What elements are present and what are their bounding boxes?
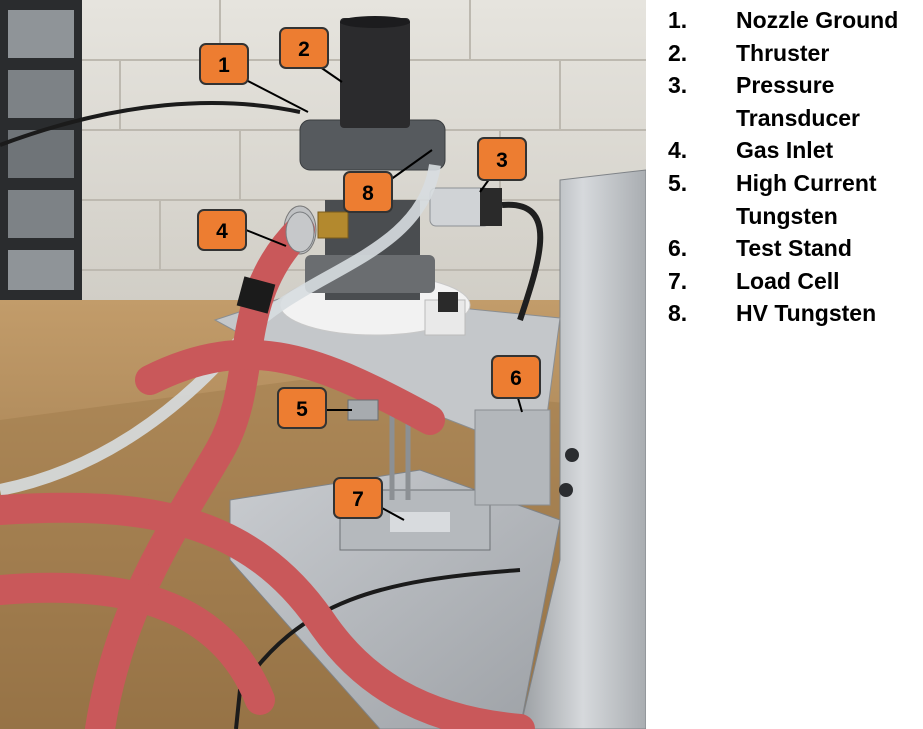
legend-label: Nozzle Ground bbox=[736, 7, 899, 33]
legend-item-gas-inlet bbox=[668, 134, 923, 167]
legend-number: 1. bbox=[668, 7, 688, 33]
legend-label: Thruster bbox=[736, 39, 830, 66]
parts-drawer-cabinet bbox=[0, 0, 82, 300]
legend-label: Load Cell bbox=[736, 267, 840, 294]
gas-inlet-fitting bbox=[318, 212, 348, 238]
legend-label: Pressure Transducer bbox=[736, 72, 860, 131]
component-legend bbox=[668, 4, 923, 330]
legend-item-thruster bbox=[668, 37, 923, 70]
legend-item-hv-tungsten bbox=[668, 297, 923, 330]
legend-item-pressure-transducer bbox=[668, 69, 923, 134]
legend-number: 7. bbox=[668, 267, 688, 294]
svg-text:1: 1 bbox=[218, 54, 230, 77]
legend-label: High Current Tungsten bbox=[736, 169, 877, 229]
svg-text:4: 4 bbox=[216, 220, 228, 243]
svg-text:2: 2 bbox=[298, 38, 310, 61]
legend-label: Gas Inlet bbox=[736, 137, 834, 164]
legend-label: Test Stand bbox=[736, 235, 852, 262]
legend-label: HV Tungsten bbox=[736, 300, 877, 327]
legend-number: 8. bbox=[668, 300, 688, 327]
legend-item-nozzle-ground bbox=[668, 4, 923, 37]
svg-text:3: 3 bbox=[496, 149, 508, 172]
legend-number: 4. bbox=[668, 137, 688, 164]
legend-number: 2. bbox=[668, 39, 688, 66]
high-current-tungsten-connector bbox=[348, 400, 378, 420]
svg-text:8: 8 bbox=[362, 182, 374, 205]
svg-text:7: 7 bbox=[352, 488, 364, 511]
legend-item-test-stand bbox=[668, 232, 923, 265]
legend-item-load-cell bbox=[668, 265, 923, 298]
legend-number: 5. bbox=[668, 169, 688, 196]
svg-text:6: 6 bbox=[510, 367, 522, 390]
legend-item-high-current-tungsten bbox=[668, 167, 923, 232]
legend-number: 3. bbox=[668, 72, 688, 99]
svg-text:5: 5 bbox=[296, 398, 308, 421]
legend-number: 6. bbox=[668, 235, 688, 262]
